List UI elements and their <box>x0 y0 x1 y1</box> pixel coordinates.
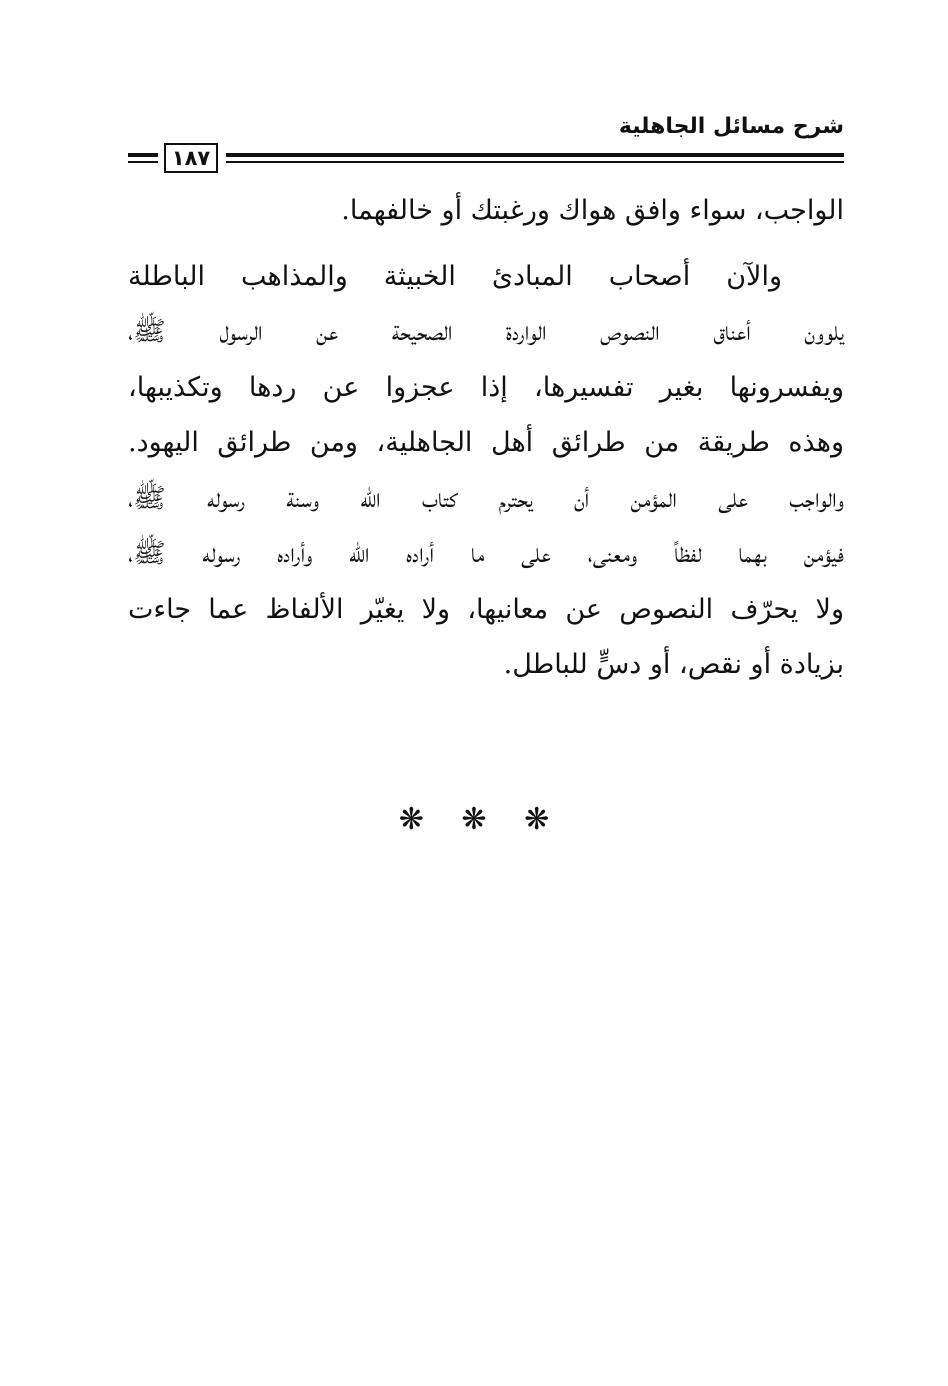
text-line: والآن أصحاب المبادئ الخبيثة والمذاهب الباطلة <box>128 260 782 292</box>
separator-star-icon: ❋ <box>524 802 550 837</box>
body-text <box>128 183 844 693</box>
section-separator <box>0 800 948 840</box>
text-line: والواجب على المؤمن أن يحترم كتاب الله وسنة رسوله ﷺ، <box>128 482 844 514</box>
header-rule-thin <box>226 161 844 163</box>
text-line: وهذه طريقة من طرائق أهل الجاهلية، ومن طرائق اليهود. <box>128 427 844 458</box>
text-line: فيؤمن بهما لفظاً ومعنى، على ما أراده الله وأراده رسوله ﷺ، <box>128 538 844 569</box>
text-line: يلوون أعناق النصوص الواردة الصحيحة عن الرسول ﷺ، <box>128 316 844 347</box>
header-rule-left-thin <box>128 161 158 163</box>
separator-star-icon: ❋ <box>398 802 424 837</box>
running-header-title: شرح مسائل الجاهلية <box>618 114 844 139</box>
header-rule-thick <box>226 153 844 157</box>
page-number: ١٨٧ <box>164 143 218 173</box>
text-line: ويفسرونها بغير تفسيرها، إذا عجزوا عن ردها وتكذيبها، <box>128 371 844 403</box>
text-line: ولا يحرّف النصوص عن معانيها، ولا يغيّر الألفاظ عما جاءت <box>128 593 844 625</box>
paragraph-gap <box>128 239 844 249</box>
text-line: بزيادة أو نقص، أو دسٍّ للباطل. <box>503 649 844 680</box>
separator-star-icon: ❋ <box>461 802 487 837</box>
text-line: الواجب، سواء وافق هواك ورغبتك أو خالفهما. <box>341 195 844 226</box>
header-rule-left-thick <box>128 153 158 157</box>
